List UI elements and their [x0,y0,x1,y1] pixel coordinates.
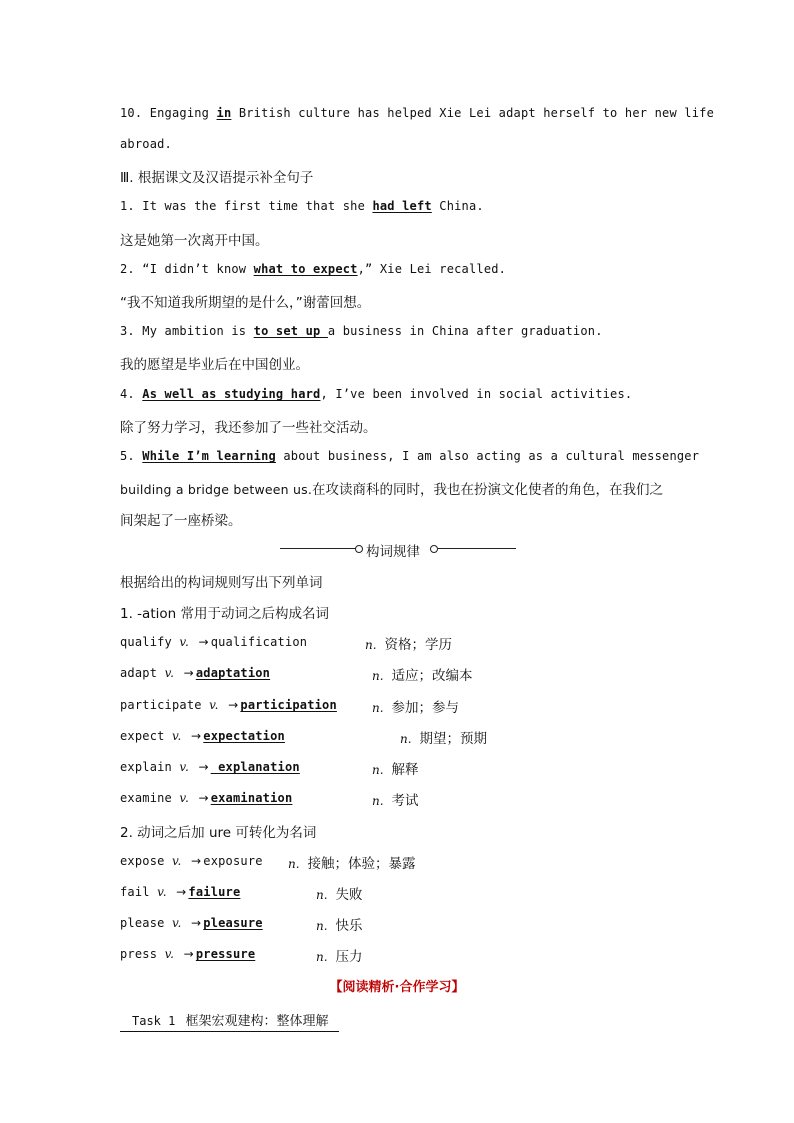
sentence-2: 2. “I didn’t know what to expect,” Xie Lei recalled. [120,262,507,276]
meaning-text: 失败 [335,887,363,903]
meaning [316,914,363,934]
divider-line-right [438,548,516,549]
wordform-row [120,947,255,961]
meaning-text: 资格；学历 [384,637,453,653]
wordform-row [120,791,292,805]
noun-answer: adaptation [195,666,271,680]
verb: explain [120,760,172,774]
wordform-row [120,760,300,774]
sentence-1-translation: 这是她第一次离开中国。 [120,233,269,249]
pos-verb: v. [172,916,182,930]
task-1-heading: Task 1 框架宏观建构：整体理解 [120,1010,339,1032]
meaning-text: 考试 [391,793,419,809]
divider-label: 构词规律 [366,544,420,560]
meaning [365,633,452,653]
wordform-row [120,854,263,868]
meaning [288,852,416,872]
arrow-icon: → [228,698,239,712]
pos-verb: v. [172,854,182,868]
verb: examine [120,791,172,805]
answer-in: in [216,106,232,120]
sentence-5-continued: building a bridge between us.在攻读商科的同时，我也在扮演文化使者的角色，在我们之 [120,482,663,498]
meaning [316,883,363,903]
arrow-icon: → [183,947,194,961]
verb: fail [120,885,150,899]
wordform-row [120,635,307,649]
noun-answer: examination [210,791,293,805]
section-banner: 【阅读精析·合作学习】 [329,980,465,995]
sentence-5-continued-2: 间架起了一座桥梁。 [120,513,242,529]
pos-verb: v. [179,635,189,649]
pos-verb: v. [179,760,189,774]
pos-noun: n. [400,732,412,746]
verb: qualify [120,635,172,649]
noun-answer: exposure [203,854,263,868]
meaning-text: 参加；参与 [391,700,460,716]
meaning-text: 适应；改编本 [391,668,473,684]
arrow-icon: → [191,729,202,743]
pos-noun: n. [372,794,384,808]
pos-noun: n. [365,638,377,652]
meaning-text: 快乐 [335,918,363,934]
noun-answer: explanation [210,760,300,774]
noun-answer: qualification [210,635,308,649]
noun-answer: pressure [195,947,256,961]
verb: adapt [120,666,158,680]
meaning-text: 接触；体验；暴露 [307,856,416,872]
item-10-continued: abroad. [120,137,172,151]
section-3-title: Ⅲ. 根据课文及汉语提示补全句子 [120,170,314,186]
arrow-icon: → [198,635,209,649]
rule-1: 1. -ation 常用于动词之后构成名词 [120,606,329,622]
pos-noun: n. [316,919,328,933]
pos-noun: n. [372,701,384,715]
sentence-5: 5. While I’m learning about business, I am also acting as a cultural messenger [120,449,700,463]
pos-noun: n. [372,669,384,683]
wordform-row [120,916,263,930]
wordform-intro: 根据给出的构词规则写出下列单词 [120,575,323,591]
pos-noun: n. [316,888,328,902]
verb: expect [120,729,165,743]
sentence-3-translation: 我的愿望是毕业后在中国创业。 [120,357,309,373]
verb: expose [120,854,165,868]
arrow-icon: → [191,916,202,930]
meaning-text: 压力 [335,949,363,965]
meaning-text: 期望；预期 [419,731,488,747]
wordform-row [120,666,270,680]
pos-verb: v. [179,791,189,805]
wordform-row [120,729,285,743]
meaning [372,696,459,716]
meaning [372,664,473,684]
wordform-row [120,885,240,899]
verb: participate [120,698,202,712]
meaning [400,727,487,747]
pos-verb: v. [172,729,182,743]
noun-answer: participation [240,698,337,712]
arrow-icon: → [198,791,209,805]
sentence-4: 4. As well as studying hard, I’ve been involved in social activities. [120,387,633,401]
verb: please [120,916,165,930]
pos-verb: v. [157,885,167,899]
arrow-icon: → [198,760,209,774]
verb: press [120,947,158,961]
meaning [372,758,419,778]
meaning [316,945,363,965]
sentence-3: 3. My ambition is to set up a business in China after graduation. [120,324,603,338]
pos-noun: n. [372,763,384,777]
pos-noun: n. [316,950,328,964]
pos-verb: v. [209,698,219,712]
sentence-4-translation: 除了努力学习，我还参加了一些社交活动。 [120,420,377,436]
noun-answer: pleasure [203,916,263,930]
meaning [372,789,419,809]
divider-dot-left [355,545,363,553]
arrow-icon: → [183,666,194,680]
pos-noun: n. [288,857,300,871]
noun-answer: expectation [203,729,285,743]
wordform-row [120,698,337,712]
arrow-icon: → [176,885,187,899]
arrow-icon: → [191,854,202,868]
pos-verb: v. [164,947,175,961]
sentence-2-translation: “我不知道我所期望的是什么，”谢蕾回想。 [120,295,371,311]
item-10: 10. Engaging in British culture has helped Xie Lei adapt herself to her new life [120,106,714,120]
meaning-text: 解释 [391,762,419,778]
noun-answer: failure [188,885,241,899]
pos-verb: v. [164,666,175,680]
sentence-1: 1. It was the first time that she had left China. [120,199,484,213]
divider-dot-right [430,545,438,553]
divider-line-left [280,548,356,549]
rule-2: 2. 动词之后加 ure 可转化为名词 [120,825,317,841]
